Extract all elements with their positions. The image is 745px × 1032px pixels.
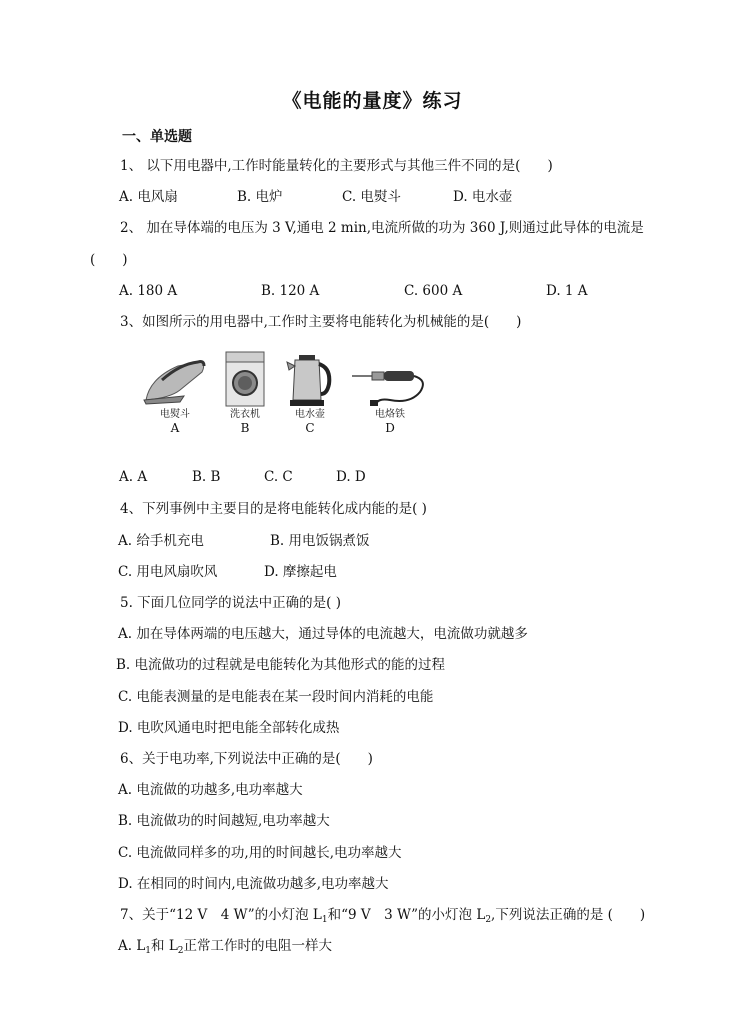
appliance-c-caption: 电水壶 [295,409,325,420]
q7-stem-part-1: 7、关于“12 V 4 W”的小灯泡 L [120,907,322,923]
q5-option-d: D. 电吹风通电时把电能全部转化成热 [118,720,340,736]
q1-option-a: A. 电风扇 [119,189,178,205]
section-heading: 一、单选题 [122,129,192,145]
appliance-figure [130,350,440,450]
question-2-stem: 2、 加在导体端的电压为 3 V,通电 2 min,电流所做的功为 360 J,则通过此导体的电流是 [120,220,644,236]
appliance-a-caption: 电熨斗 [160,409,190,420]
soldering-iron-icon [350,350,430,408]
q2-option-d: D. 1 A [546,283,588,299]
q3-option-a: A. A [119,469,148,485]
q3-option-d: D. D [336,469,366,485]
appliance-d [350,350,430,450]
q7-opt-a-sub-1: 1 [145,946,152,956]
q5-option-c: C. 电能表测量的是电能表在某一段时间内消耗的电能 [118,689,434,705]
q6-option-d: D. 在相同的时间内,电流做功越多,电功率越大 [118,876,389,892]
q7-stem-sub-2: 2 [485,915,492,925]
appliance-b-caption: 洗衣机 [230,409,260,420]
appliance-d-caption: 电烙铁 [375,409,405,420]
q2-option-a: A. 180 A [119,283,178,299]
appliance-c [270,350,350,450]
q4-option-d: D. 摩擦起电 [264,564,337,580]
q5-option-b: B. 电流做功的过程就是电能转化为其他形式的能的过程 [116,657,446,673]
q4-option-c: C. 用电风扇吹风 [118,564,218,580]
q6-option-b: B. 电流做功的时间越短,电功率越大 [118,813,330,829]
q1-option-c: C. 电熨斗 [342,189,401,205]
q4-option-b: B. 用电饭锅煮饭 [270,533,370,549]
q7-opt-a-part-1: A. L [118,938,146,954]
question-7-stem [120,906,645,929]
q7-opt-a-sub-2: 2 [177,946,184,956]
q1-option-d: D. 电水壶 [453,189,513,205]
q7-stem-part-3: ,下列说法正确的是 ( ) [491,907,646,923]
q3-option-c: C. C [264,469,293,485]
appliance-c-letter: C [305,421,315,435]
appliance-d-letter: D [385,421,395,435]
q7-opt-a-part-2: 和 L [151,938,178,954]
appliance-a-letter: A [170,421,180,435]
q7-stem-sub-1: 1 [321,915,328,925]
q2-option-b: B. 120 A [261,283,320,299]
q5-option-a: A. 加在导体两端的电压越大，通过导体的电流越大，电流做功就越多 [118,626,528,642]
question-2-stem-cont: ( ) [90,252,128,268]
page-title: 《电能的量度》练习 [282,90,463,112]
question-1-stem: 1、 以下用电器中,工作时能量转化的主要形式与其他三件不同的是( ) [120,158,553,174]
question-4-stem: 4、下列事例中主要目的是将电能转化成内能的是( ) [120,501,427,517]
q4-option-a: A. 给手机充电 [118,533,204,549]
question-5-stem: 5. 下面几位同学的说法中正确的是( ) [120,595,341,611]
kettle-icon [285,350,335,408]
q6-option-a: A. 电流做的功越多,电功率越大 [118,782,303,798]
q3-option-b: B. B [192,469,221,485]
q7-stem-part-2: 和“9 V 3 W”的小灯泡 L [327,907,486,923]
q1-option-b: B. 电炉 [237,189,283,205]
appliance-a [135,350,215,450]
q2-option-c: C. 600 A [404,283,463,299]
question-3-stem: 3、如图所示的用电器中,工作时主要将电能转化为机械能的是( ) [120,314,522,330]
washing-machine-icon [223,350,267,408]
q6-option-c: C. 电流做同样多的功,用的时间越长,电功率越大 [118,845,402,861]
q7-opt-a-part-3: 正常工作时的电阻一样大 [183,938,333,954]
appliance-b-letter: B [240,421,250,435]
q7-option-a [118,937,332,960]
question-6-stem: 6、关于电功率,下列说法中正确的是( ) [120,751,373,767]
iron-icon [140,350,210,408]
